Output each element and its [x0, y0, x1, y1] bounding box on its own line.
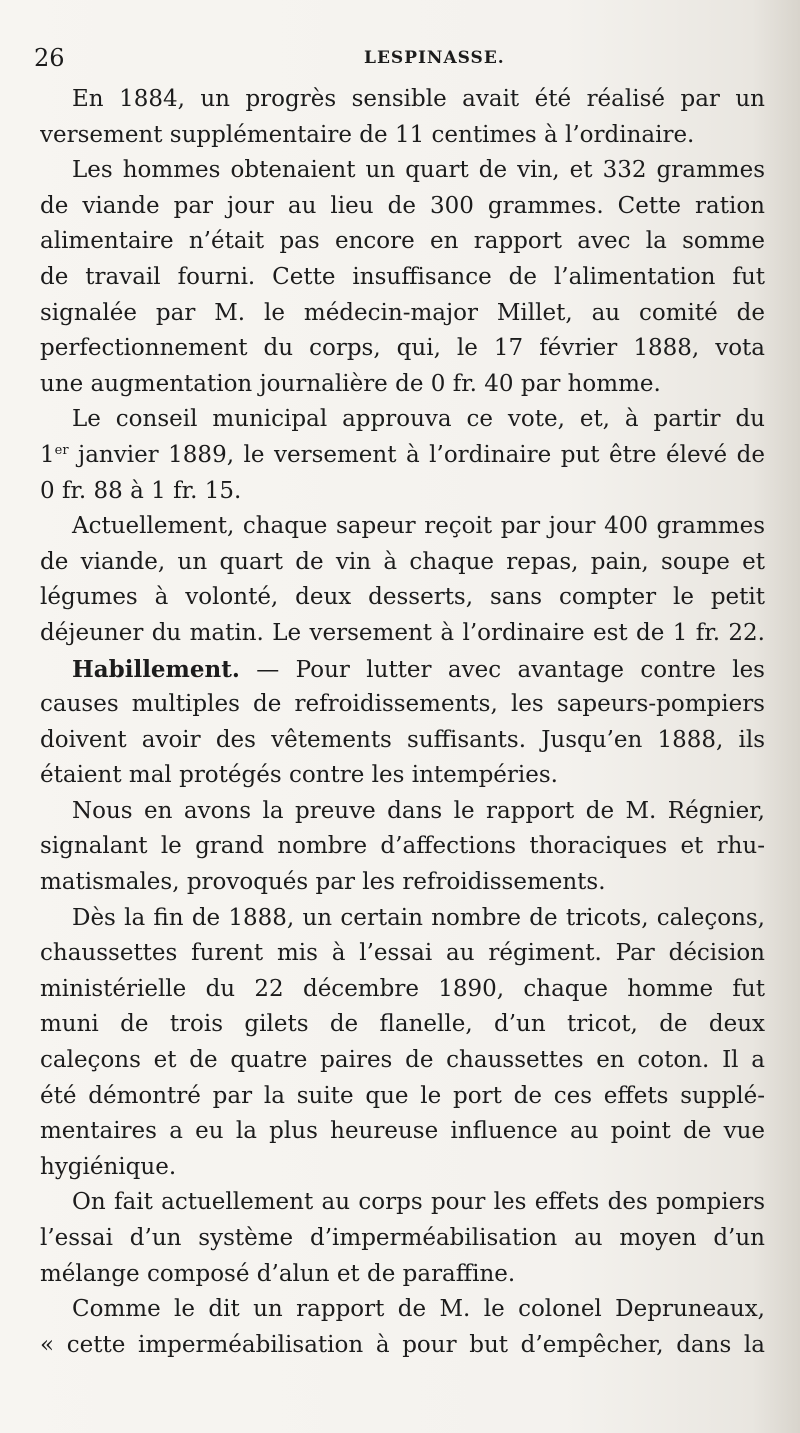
ordinal-superscript: er [54, 442, 69, 458]
page-number: 26 [34, 44, 65, 72]
text-line: Dès la fin de 1888, un certain nombre de tricots, caleçons, [72, 904, 765, 931]
text-line: Les hommes obtenaient un quart de vin, et 332 grammes [72, 157, 765, 184]
text-line: Actuellement, chaque sapeur reçoit par jour 400 grammes [72, 513, 765, 540]
section-heading-line [40, 652, 765, 688]
text-line: On fait actuellement au corps pour les effets des pompiers [72, 1189, 765, 1216]
text-line: signalée par M. le médecin-major Millet, au comité de [40, 299, 765, 326]
text-line: déjeuner du matin. Le versement à l’ordinaire est de 1 fr. 22. [40, 619, 765, 646]
text-line: une augmentation journalière de 0 fr. 40 par homme. [40, 370, 661, 397]
text-line: versement supplémentaire de 11 centimes à l’ordinaire. [40, 121, 695, 148]
text-line: chaussettes furent mis à l’essai au régiment. Par décision [40, 940, 765, 967]
text-line-rest: janvier 1889, le versement à l’ordinaire put être élevé de [68, 441, 765, 468]
section-heading: Habillement. [72, 655, 240, 683]
page-header [34, 44, 774, 74]
text-line: de viande, un quart de vin à chaque repas, pain, soupe et [40, 548, 765, 575]
running-head: LESPINASSE. [364, 48, 505, 68]
text-line: de viande par jour au lieu de 300 grammes. Cette ration [40, 192, 765, 219]
text-line: l’essai d’un système d’imperméabilisation au moyen d’un [40, 1225, 765, 1251]
text-line: légumes à volonté, deux desserts, sans compter le petit [40, 584, 765, 611]
text-line: perfectionnement du corps, qui, le 17 février 1888, vota [40, 335, 765, 362]
text-line: Le conseil municipal approuva ce vote, et, à partir du [72, 406, 765, 433]
text-line: Nous en avons la preuve dans le rapport de M. Régnier, [72, 797, 765, 824]
text-line: mélange composé d’alun et de paraffine. [40, 1260, 516, 1287]
text-line: Comme le dit un rapport de M. le colonel Depruneaux, [72, 1296, 765, 1323]
text-line: de travail fourni. Cette insuffisance de l’alimentation fut [40, 263, 765, 290]
text-line-rest: — Pour lutter avec avantage contre les [239, 656, 765, 683]
text-line: étaient mal protégés contre les intempéries. [40, 762, 558, 789]
text-line: alimentaire n’était pas encore en rapport avec la somme [40, 228, 765, 255]
text-line: signalant le grand nombre d’affections thoraciques et rhu- [40, 833, 765, 860]
text-line-with-superscript [40, 438, 765, 474]
text-line: matismales, provoqués par les refroidissements. [40, 869, 606, 896]
text-line: mentaires a eu la plus heureuse influence au point de vue [40, 1118, 765, 1145]
text-line: doivent avoir des vêtements suffisants. Jusqu’en 1888, ils [40, 726, 765, 753]
text-line: « cette imperméabilisation à pour but d’empêcher, dans la [40, 1331, 765, 1358]
date-day: 1 [40, 441, 55, 468]
text-line: caleçons et de quatre paires de chaussettes en coton. Il a [40, 1047, 765, 1074]
text-line: 0 fr. 88 à 1 fr. 15. [40, 477, 242, 504]
text-line: causes multiples de refroidissements, les sapeurs-pompiers [40, 691, 765, 718]
text-line: été démontré par la suite que le port de ces effets supplé- [40, 1082, 765, 1109]
body-text [40, 82, 765, 1363]
text-line: En 1884, un progrès sensible avait été réalisé par un [72, 86, 765, 112]
text-line: hygiénique. [40, 1153, 177, 1180]
text-line: muni de trois gilets de flanelle, d’un tricot, de deux [40, 1011, 765, 1038]
text-line: ministérielle du 22 décembre 1890, chaque homme fut [40, 975, 765, 1002]
